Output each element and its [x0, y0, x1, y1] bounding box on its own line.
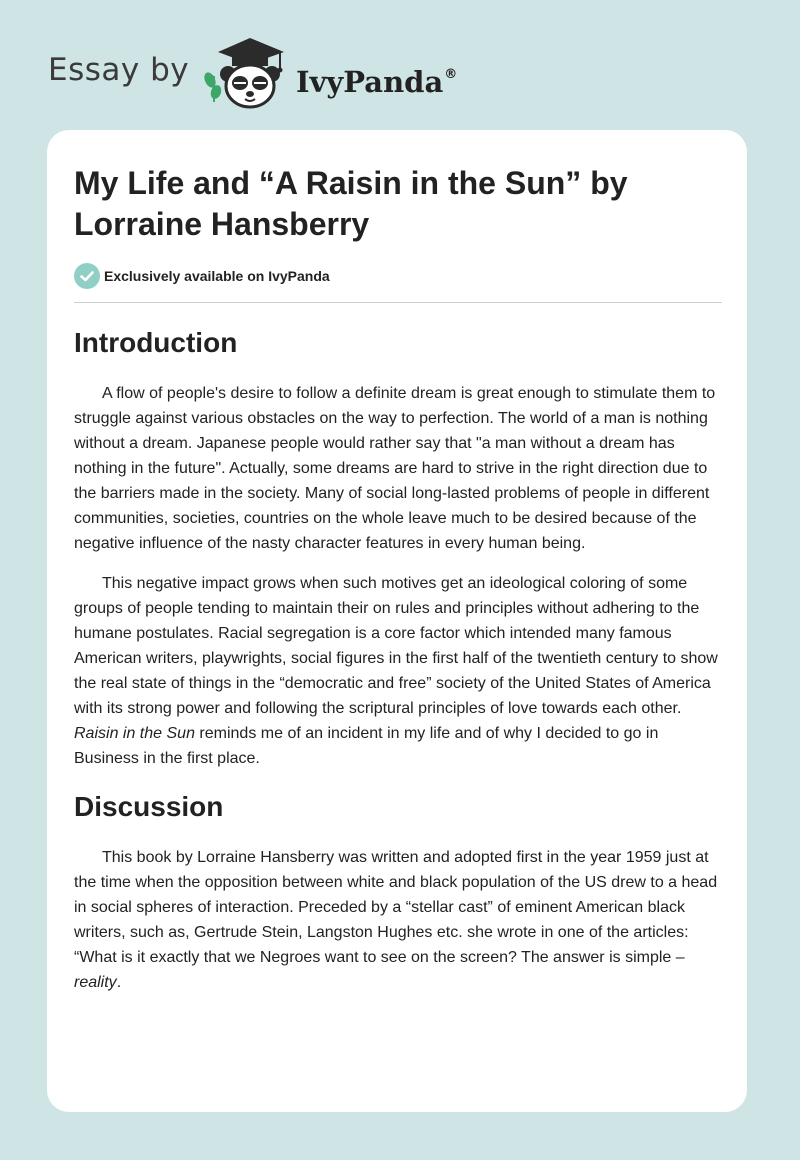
leaf-sprig — [202, 71, 223, 102]
badge-text: Exclusively available on IvyPanda — [104, 268, 330, 284]
brand-name: IvyPanda® — [296, 65, 458, 99]
essay-body — [74, 322, 724, 1010]
divider — [74, 302, 722, 303]
essay-title: My Life and “A Raisin in the Sun” by Lorraine Hansberry — [74, 165, 628, 242]
exclusive-badge — [74, 263, 330, 289]
essay-card — [47, 130, 747, 1112]
paragraph: This book by Lorraine Hansberry was written and adopted first in the year 1959 just at the time when the opposition between white and black population of the US drew to a head in social spheres of interaction. Preceded by a “stellar cast” of eminent American black writers, such as, Gertrude Stein, Langston Hughes etc. she wrote in one of the articles: “What is it exactly that we Negroes want to see on the screen? The answer is simple – reality. — [74, 849, 718, 991]
registered-mark: ® — [444, 67, 458, 82]
paragraph: This negative impact grows when such motives get an ideological coloring of some groups of people tending to maintain their on rules and principles without adhering to the humane postulates. Racial segregation is a core factor which intended many famous American writers, playwrights, social figures in the first half of the twentieth century to show the real state of things in the “democratic and free” society of the United States of America with its strong power and following the scriptural principles of love towards each other. Raisin in the Sun reminds me of an incident in my life and of why I decided to go in Business in the first place. — [74, 575, 718, 767]
emphasis: reality — [74, 974, 117, 991]
panda-graduate-icon — [200, 36, 292, 110]
section-heading: Introduction — [74, 327, 238, 358]
check-circle-icon — [74, 263, 100, 289]
section-heading: Discussion — [74, 791, 224, 822]
book-title: Raisin in the Sun — [74, 725, 195, 742]
essay-by-label: Essay by — [48, 52, 190, 88]
paragraph: A flow of people's desire to follow a definite dream is great enough to stimulate them to struggle against various obstacles on the way to perfection. The world of a man is nothing without a dream. Japanese people would rather say that "a man without a dream has nothing in the future". Actually, some dreams are hard to strive in the right direction due to the barriers made in the society. Many of social long-lasted problems of people in different communities, societies, countries on the whole leave much to be desired because of the negative influence of the nasty character features in every human being. — [74, 385, 716, 552]
site-header — [0, 0, 800, 120]
